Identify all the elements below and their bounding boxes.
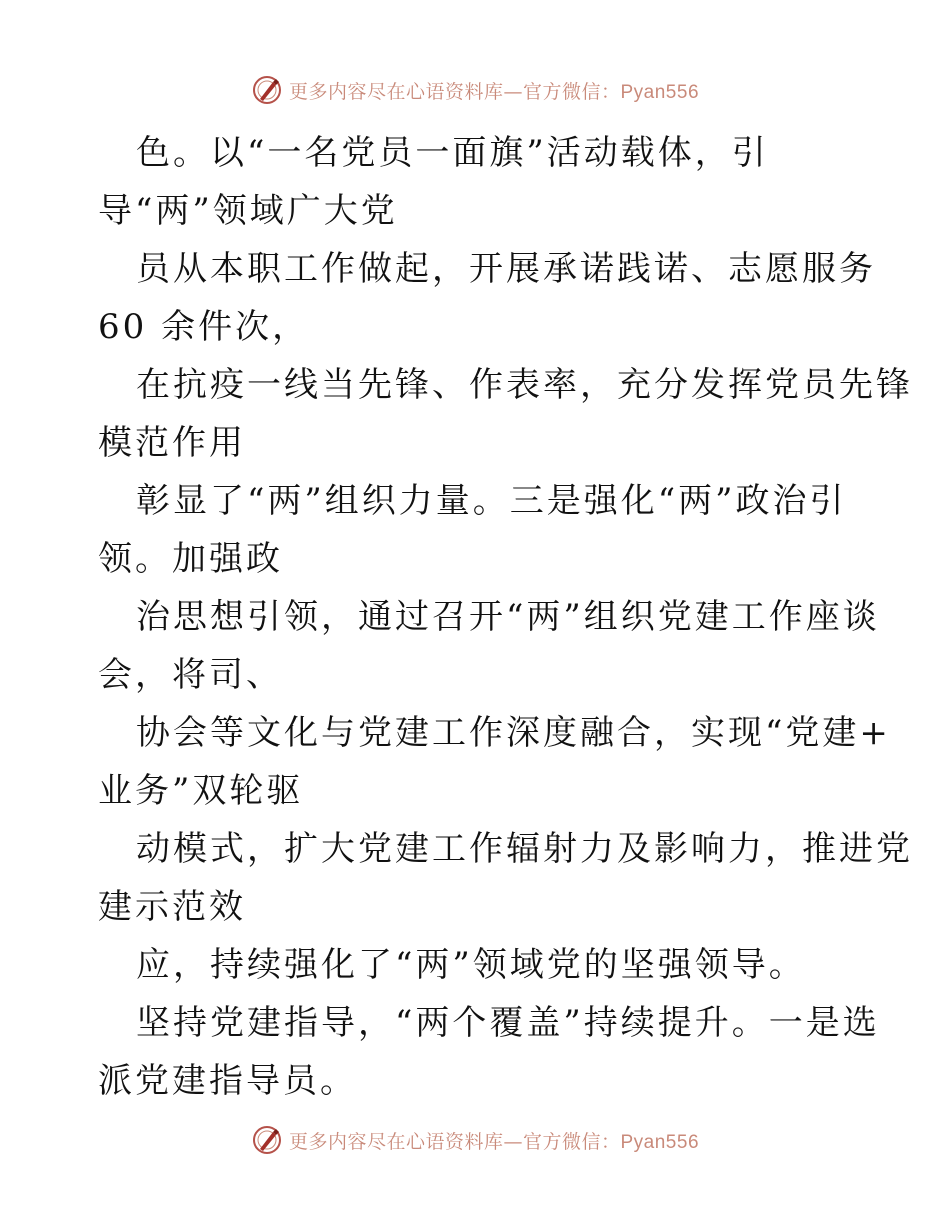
- text-line: 60 余件次，: [98, 307, 310, 347]
- watermark-wechat-id: Pyan556: [620, 1131, 700, 1153]
- pen-logo-icon: [251, 1124, 283, 1156]
- text-line: 领。加强政: [98, 539, 283, 579]
- text-line: 派党建指导员。: [98, 1061, 357, 1101]
- pen-logo-icon: [251, 74, 283, 106]
- watermark-text: [289, 1127, 699, 1154]
- text-line: 治思想引领，通过召开“两”组织党建工作座谈: [136, 597, 880, 637]
- text-line: 在抗疫一线当先锋、作表率，充分发挥党员先锋: [136, 365, 913, 405]
- watermark-text-cn: 更多内容尽在心语资料库—官方微信：: [288, 1130, 621, 1153]
- text-line: 彰显了“两”组织力量。三是强化“两”政治引: [136, 481, 847, 521]
- text-line: 导“两”领域广大党: [98, 191, 398, 231]
- document-body: [98, 124, 913, 1110]
- text-line: 员从本职工作做起，开展承诺践诺、志愿服务: [136, 249, 876, 289]
- watermark-text-cn: 更多内容尽在心语资料库—官方微信：: [288, 80, 621, 103]
- footer-watermark: [0, 1122, 950, 1158]
- text-line: 动模式，扩大党建工作辐射力及影响力，推进党: [136, 829, 913, 869]
- watermark-text: [289, 77, 699, 104]
- text-line: 协会等文化与党建工作深度融合，实现“党建+: [136, 713, 891, 753]
- header-watermark: [0, 72, 950, 108]
- text-line: 模范作用: [98, 423, 246, 463]
- text-line: 业务”双轮驱: [98, 771, 304, 811]
- text-line: 会，将司、: [98, 655, 283, 695]
- text-line: 坚持党建指导，“两个覆盖”持续提升。一是选: [136, 1003, 880, 1043]
- text-line: 应，持续强化了“两”领域党的坚强领导。: [136, 945, 806, 985]
- text-line: 色。以“一名党员一面旗”活动载体，引: [136, 133, 769, 173]
- text-line: 建示范效: [98, 887, 246, 927]
- watermark-wechat-id: Pyan556: [620, 81, 700, 103]
